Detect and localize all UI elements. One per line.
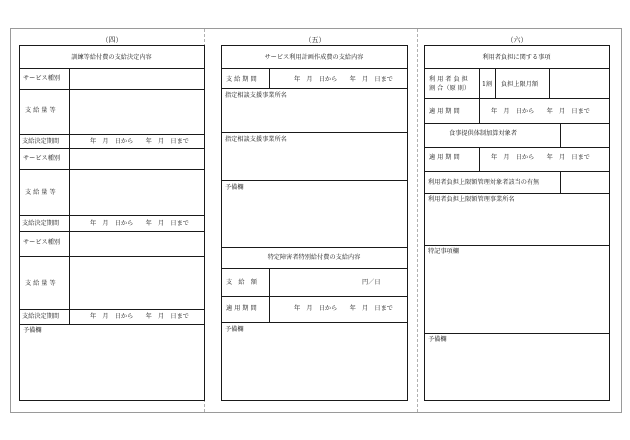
col4-date-range-1: 年 月 日から 年 月 日まで	[90, 138, 189, 145]
panel-training-benefits	[19, 45, 205, 401]
fold-line-2	[417, 29, 418, 412]
col5-remarks-label-1: 予備欄	[225, 184, 244, 191]
col5-apply-date-range: 年 月 日から 年 月 日まで	[294, 305, 393, 312]
col5-header: （五）	[304, 36, 326, 44]
panel-plan-fee	[221, 45, 408, 401]
col6-special-notes-label: 特記事項欄	[428, 248, 459, 255]
col4-date-range-3: 年 月 日から 年 月 日まで	[90, 313, 189, 320]
col5-date-range: 年 月 日から 年 月 日まで	[294, 76, 393, 83]
col5-title: サービス利用計画作成費の支給内容	[264, 54, 364, 61]
col4-service-type-label-2: サービス種別	[23, 155, 61, 162]
col5-office-label-1: 指定相談支援事業所名	[225, 92, 287, 99]
col6-header: （六）	[506, 36, 528, 44]
col6-burden-ratio-label-2: 割 合（原 則）	[429, 85, 471, 92]
col6-title: 利用者負担に関する事項	[482, 54, 551, 61]
col6-burden-ratio-value: 1割	[482, 81, 493, 88]
col6-meal-label: 食事提供体制加算対象者	[449, 130, 518, 137]
col4-period-label-3: 支給決定期間	[22, 313, 60, 320]
col4-service-type-label-1: サービス種別	[23, 75, 61, 82]
col5-remarks-label-2: 予備欄	[225, 326, 244, 333]
col6-limit-label: 負担上限月額	[501, 81, 539, 88]
col5-office-label-2: 指定相談支援事業所名	[225, 136, 287, 143]
col6-remarks-label: 予備欄	[428, 336, 447, 343]
col4-title: 訓練等給付費の支給決定内容	[71, 54, 152, 61]
col4-period-label-1: 支給決定期間	[22, 138, 60, 145]
col6-burden-ratio-label-1: 利 用 者 負 担	[429, 76, 468, 83]
panel-user-burden	[424, 45, 610, 401]
col4-amount-label-1: 支 給 量 等	[25, 107, 56, 114]
col6-mgmt-label: 利用者負担上限額管理対象者該当の有無	[428, 179, 540, 186]
col5-pay-label: 支 給 額	[226, 279, 257, 286]
col4-remarks-label: 予備欄	[23, 327, 42, 334]
col4-amount-label-3: 支 給 量 等	[25, 280, 56, 287]
col4-service-type-label-3: サービス種別	[23, 239, 61, 246]
col6-mgmt-office-label: 利用者負担上限額管理事業所名	[428, 196, 515, 203]
col6-apply-date-range-2: 年 月 日から 年 月 日まで	[491, 154, 590, 161]
col4-header: （四）	[101, 36, 123, 44]
col5-period-label: 支 給 期 間	[226, 76, 257, 83]
col6-apply-date-range-1: 年 月 日から 年 月 日まで	[491, 108, 590, 115]
col6-apply-label-1: 適 用 期 間	[429, 108, 460, 115]
col4-amount-label-2: 支 給 量 等	[25, 189, 56, 196]
col4-date-range-2: 年 月 日から 年 月 日まで	[90, 220, 189, 227]
col5-special-title: 特定障害者特別給付費の支給内容	[267, 254, 361, 261]
col4-period-label-2: 支給決定期間	[22, 220, 60, 227]
col5-pay-unit: 円／日	[362, 279, 381, 286]
col6-apply-label-2: 適 用 期 間	[429, 154, 460, 161]
col5-apply-label: 適 用 期 間	[226, 305, 257, 312]
